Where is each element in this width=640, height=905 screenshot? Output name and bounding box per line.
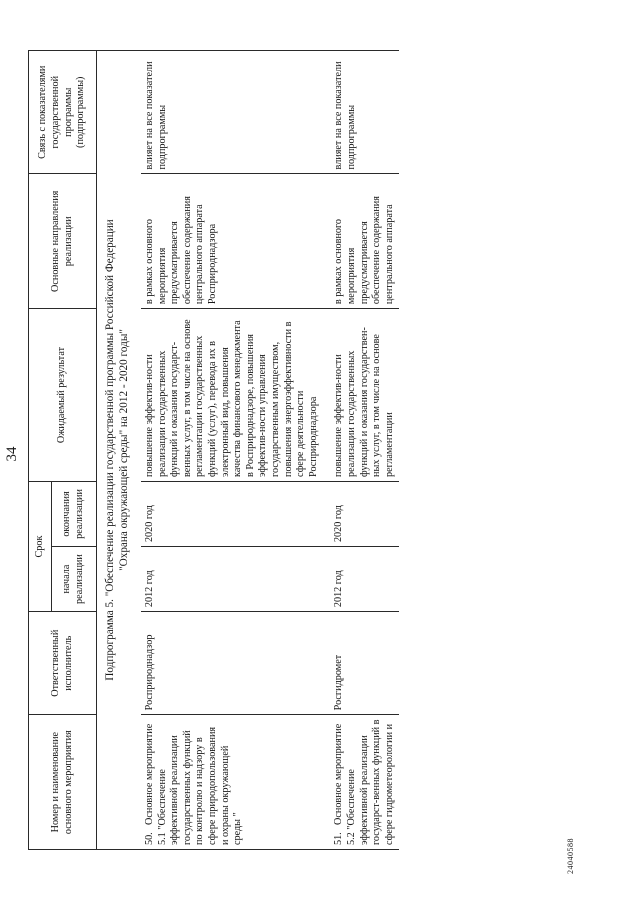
subprogram-title-line2: "Охрана окружающей среды" на 2012 - 2020 годы" bbox=[118, 329, 130, 571]
row-link: влияет на все показатели подпрограммы bbox=[323, 51, 399, 174]
row-directions: в рамках основного мероприятия предусматривается обеспечение содержания центрального аппарата bbox=[323, 174, 399, 309]
row-number: 51. bbox=[333, 832, 345, 845]
row-executor: Росприроднадзор bbox=[141, 612, 323, 715]
subprogram-title bbox=[97, 51, 142, 850]
page-number: 34 bbox=[4, 446, 20, 462]
row-name-cell bbox=[323, 715, 399, 850]
header-term: Срок bbox=[29, 481, 52, 611]
header-start: начала реализации bbox=[52, 547, 97, 612]
rotated-page bbox=[0, 10, 620, 890]
row-name-cell bbox=[141, 715, 323, 850]
row-result: повышение эффектив-ности реализации государственных функций и оказания государст-венных услуг, в том числе на основе регламентации государственных функций (услуг), перевода их в электронный вид, повышения качества финансового менеджмента в Росприроднадзоре, повышения эффектив-ности управления государственным имуществом, повышения энергоэффективности в сфере деятельности Росприроднадзора bbox=[141, 309, 323, 482]
row-end: 2020 год bbox=[141, 481, 323, 546]
row-executor: Росгидромет bbox=[323, 612, 399, 715]
row-end: 2020 год bbox=[323, 481, 399, 546]
row-link: влияет на все показатели подпрограммы bbox=[141, 51, 323, 174]
row-start: 2012 год bbox=[141, 547, 323, 612]
row-start: 2012 год bbox=[323, 547, 399, 612]
row-result: повышение эффектив-ности реализации государственных функций и оказания государствен-ных услуг, в том числе на основе регламентации bbox=[323, 309, 399, 482]
row-number: 50. bbox=[144, 832, 155, 845]
row-directions: в рамках основного мероприятия предусматривается обеспечение содержания центрального аппарата Росприроднадзора bbox=[141, 174, 323, 309]
header-directions: Основные направления реализации bbox=[29, 174, 97, 309]
row-name: Основное мероприятие 5.1 "Обеспечение эффективной реализации государственных функций по контролю и надзору в сфере природопользования и охраны окружающей среды " bbox=[144, 723, 244, 845]
table-row bbox=[323, 51, 399, 850]
header-end: окончания реализации bbox=[52, 481, 97, 546]
subprogram-title-line1: Подпрограмма 5. "Обеспечение реализации государственной программы Российской Федерации bbox=[104, 219, 116, 681]
activities-table bbox=[28, 50, 399, 850]
table-row bbox=[141, 51, 323, 850]
document-code: 24040588 bbox=[566, 838, 575, 874]
header-main-event: Номер и наименование основного мероприятия bbox=[29, 715, 97, 850]
header-executor: Ответственный исполнитель bbox=[29, 612, 97, 715]
header-link: Связь с показателями государственной программы (подпрограммы) bbox=[29, 51, 97, 174]
row-name: Основное мероприятие 5.2 "Обеспечение эффективной реализации государст-венных функций в сфере гидрометеорологии и bbox=[333, 719, 395, 845]
header-result: Ожидаемый результат bbox=[29, 309, 97, 482]
